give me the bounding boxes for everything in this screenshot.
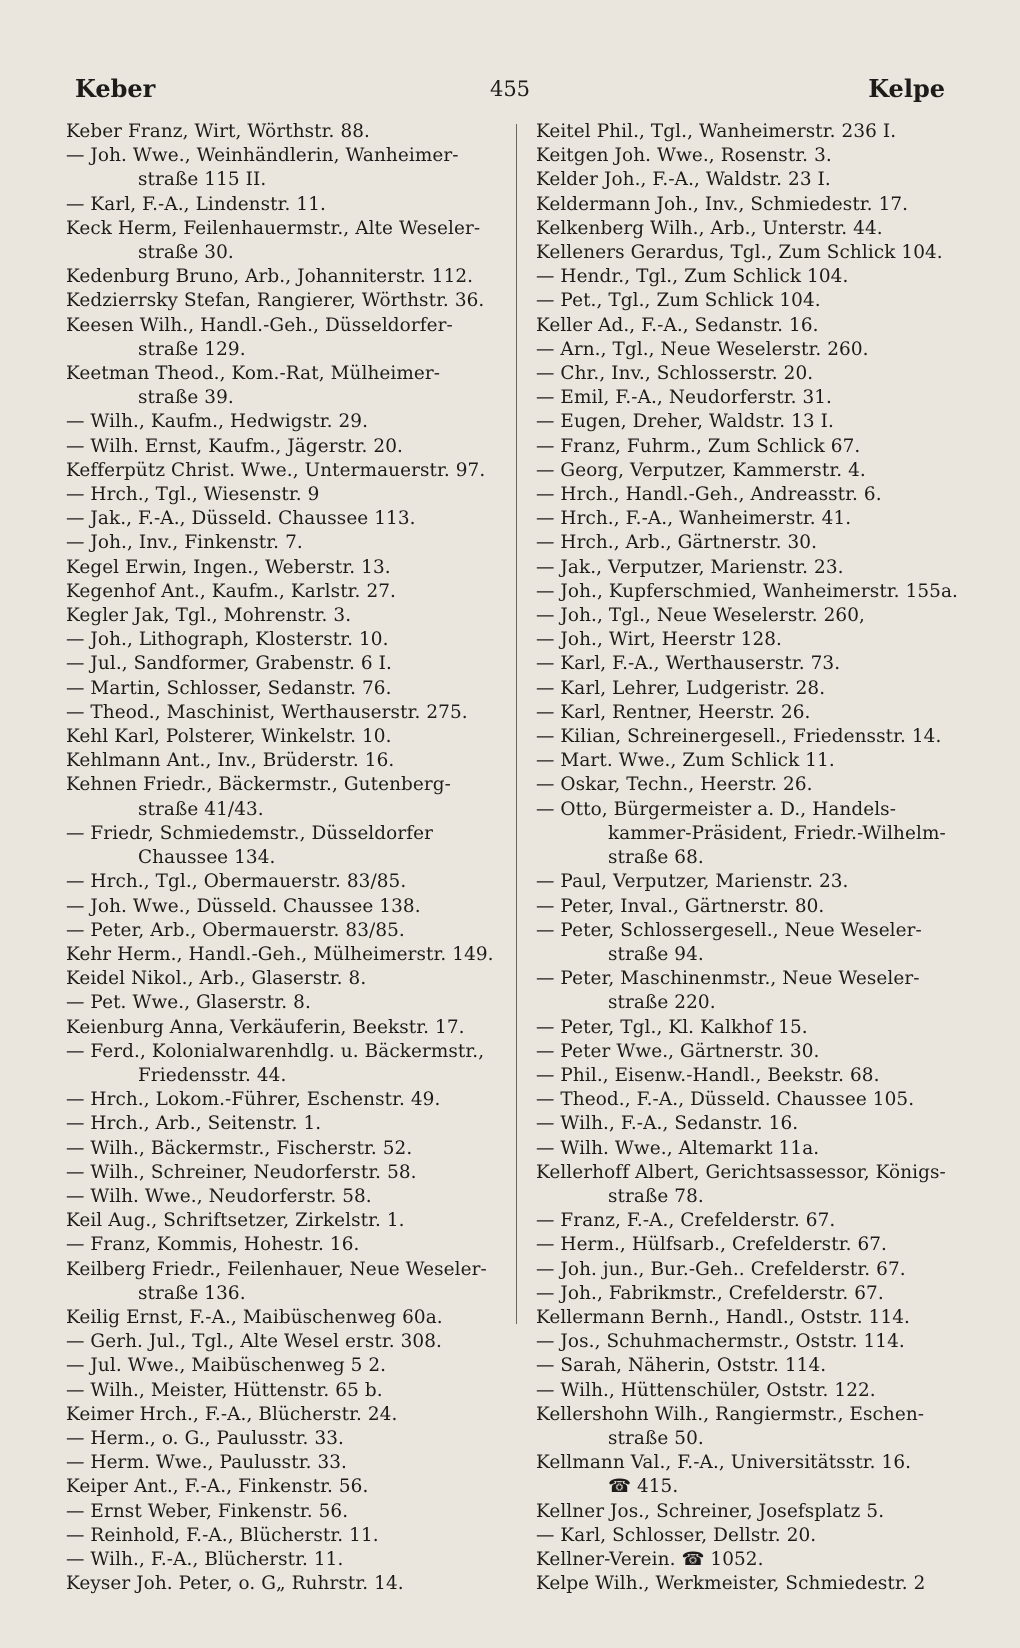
directory-entry: — Karl, Lehrer, Ludgeristr. 28. xyxy=(536,677,826,699)
header-right-keyword: Kelpe xyxy=(868,74,945,103)
directory-entry: — Wilh. Ernst, Kaufm., Jägerstr. 20. xyxy=(66,435,403,457)
directory-entry: Kelleners Gerardus, Tgl., Zum Schlick 104. xyxy=(536,242,943,264)
directory-entry: Kellner Jos., Schreiner, Josefsplatz 5. xyxy=(536,1500,885,1522)
directory-entry: — Eugen, Dreher, Waldstr. 13 I. xyxy=(536,411,834,433)
directory-entry: ☎ 415. xyxy=(608,1476,679,1498)
directory-entry: — Emil, F.-A., Neudorferstr. 31. xyxy=(536,387,833,409)
directory-entry: — Franz, Fuhrm., Zum Schlick 67. xyxy=(536,435,861,457)
directory-entry: — Gerh. Jul., Tgl., Alte Wesel erstr. 308. xyxy=(66,1331,442,1353)
directory-entry: — Hrch., Arb., Seitenstr. 1. xyxy=(66,1113,322,1135)
directory-entry: — Theod., Maschinist, Werthauserstr. 275. xyxy=(66,701,468,723)
directory-entry: — Karl, F.-A., Werthauserstr. 73. xyxy=(536,653,841,675)
directory-entry: Kegenhof Ant., Kaufm., Karlstr. 27. xyxy=(66,580,396,602)
directory-entry: — Wilh., Bäckermstr., Fischerstr. 52. xyxy=(66,1137,413,1159)
directory-entry: Kehl Karl, Polsterer, Winkelstr. 10. xyxy=(66,726,392,748)
directory-entry: Keetman Theod., Kom.-Rat, Mülheimer- xyxy=(66,363,441,385)
directory-entry: Keyser Joh. Peter, o. G„ Ruhrstr. 14. xyxy=(66,1573,404,1595)
directory-entry: — Peter, Inval., Gärtnerstr. 80. xyxy=(536,895,825,917)
directory-entry: Kellershohn Wilh., Rangiermstr., Eschen- xyxy=(536,1403,925,1425)
directory-entry: Kegel Erwin, Ingen., Weberstr. 13. xyxy=(66,556,391,578)
page-header xyxy=(70,70,950,110)
right-column xyxy=(536,120,966,1596)
directory-entry: kammer-Präsident, Friedr.-Wilhelm- xyxy=(608,822,946,844)
directory-entry: Keilberg Friedr., Feilenhauer, Neue Weseler- xyxy=(66,1258,487,1280)
directory-entry: Keesen Wilh., Handl.-Geh., Düsseldorfer- xyxy=(66,314,453,336)
directory-entry: — Mart. Wwe., Zum Schlick 11. xyxy=(536,750,835,772)
directory-entry: — Oskar, Techn., Heerstr. 26. xyxy=(536,774,813,796)
directory-entry: — Hrch., Tgl., Obermauerstr. 83/85. xyxy=(66,871,407,893)
directory-entry: — Sarah, Näherin, Oststr. 114. xyxy=(536,1355,827,1377)
directory-entry: — Herm., Hülfsarb., Crefelderstr. 67. xyxy=(536,1234,888,1256)
directory-entry: — Theod., F.-A., Düsseld. Chaussee 105. xyxy=(536,1089,915,1111)
directory-entry: straße 94. xyxy=(608,943,704,965)
directory-entry: Keitgen Joh. Wwe., Rosenstr. 3. xyxy=(536,145,832,167)
directory-entry: — Arn., Tgl., Neue Weselerstr. 260. xyxy=(536,338,869,360)
directory-entry: — Peter Wwe., Gärtnerstr. 30. xyxy=(536,1040,820,1062)
directory-entry: — Franz, Kommis, Hohestr. 16. xyxy=(66,1234,360,1256)
directory-entry: — Wilh., Meister, Hüttenstr. 65 b. xyxy=(66,1379,383,1401)
directory-entry: — Joh., Tgl., Neue Weselerstr. 260, xyxy=(536,605,865,627)
directory-entry: — Hendr., Tgl., Zum Schlick 104. xyxy=(536,266,849,288)
directory-entry: Kehlmann Ant., Inv., Brüderstr. 16. xyxy=(66,750,395,772)
directory-entry: — Peter, Maschinenmstr., Neue Weseler- xyxy=(536,968,920,990)
directory-entry: Kelder Joh., F.-A., Waldstr. 23 I. xyxy=(536,169,831,191)
directory-entry: straße 136. xyxy=(138,1282,246,1304)
directory-entry: — Joh. jun., Bur.-Geh.. Crefelderstr. 67. xyxy=(536,1258,906,1280)
directory-entry: — Ernst Weber, Finkenstr. 56. xyxy=(66,1500,349,1522)
directory-entry: — Phil., Eisenw.-Handl., Beekstr. 68. xyxy=(536,1064,880,1086)
directory-entry: straße 115 II. xyxy=(138,169,267,191)
directory-entry: — Peter, Arb., Obermauerstr. 83/85. xyxy=(66,919,405,941)
directory-entry: — Karl, Schlosser, Dellstr. 20. xyxy=(536,1524,817,1546)
directory-entry: straße 50. xyxy=(608,1427,704,1449)
directory-entry: — Jul., Sandformer, Grabenstr. 6 I. xyxy=(66,653,392,675)
directory-entry: Keimer Hrch., F.-A., Blücherstr. 24. xyxy=(66,1403,398,1425)
directory-entry: — Chr., Inv., Schlosserstr. 20. xyxy=(536,363,814,385)
directory-entry: Kehr Herm., Handl.-Geh., Mülheimerstr. 149. xyxy=(66,943,494,965)
directory-entry: — Jak., Verputzer, Marienstr. 23. xyxy=(536,556,844,578)
directory-entry: — Georg, Verputzer, Kammerstr. 4. xyxy=(536,459,866,481)
directory-entry: — Wilh., Hüttenschüler, Oststr. 122. xyxy=(536,1379,876,1401)
directory-entry: Keller Ad., F.-A., Sedanstr. 16. xyxy=(536,314,819,336)
left-column xyxy=(66,120,494,1596)
directory-entry: — Reinhold, F.-A., Blücherstr. 11. xyxy=(66,1524,379,1546)
directory-entry: Kefferpütz Christ. Wwe., Untermauerstr. 97. xyxy=(66,459,486,481)
directory-entry: — Wilh. Wwe., Neudorferstr. 58. xyxy=(66,1185,372,1207)
directory-entry: Keck Herm, Feilenhauermstr., Alte Weseler- xyxy=(66,217,481,239)
directory-entry: straße 41/43. xyxy=(138,798,264,820)
directory-entry: — Hrch., Lokom.-Führer, Eschenstr. 49. xyxy=(66,1089,441,1111)
directory-entry: — Pet., Tgl., Zum Schlick 104. xyxy=(536,290,821,312)
directory-entry: Friedensstr. 44. xyxy=(138,1064,287,1086)
directory-entry: — Paul, Verputzer, Marienstr. 23. xyxy=(536,871,849,893)
directory-entry: — Peter, Tgl., Kl. Kalkhof 15. xyxy=(536,1016,808,1038)
directory-entry: — Pet. Wwe., Glaserstr. 8. xyxy=(66,992,311,1014)
directory-entry: — Joh. Wwe., Düsseld. Chaussee 138. xyxy=(66,895,421,917)
directory-entry: — Wilh., Kaufm., Hedwigstr. 29. xyxy=(66,411,369,433)
directory-entry: Kedzierrsky Stefan, Rangierer, Wörthstr. 36. xyxy=(66,290,485,312)
directory-entry: Keienburg Anna, Verkäuferin, Beekstr. 17. xyxy=(66,1016,465,1038)
directory-entry: — Wilh., Schreiner, Neudorferstr. 58. xyxy=(66,1161,417,1183)
directory-entry: — Joh. Wwe., Weinhändlerin, Wanheimer- xyxy=(66,145,459,167)
directory-entry: — Joh., Inv., Finkenstr. 7. xyxy=(66,532,303,554)
directory-entry: — Kilian, Schreinergesell., Friedensstr. 14. xyxy=(536,726,942,748)
directory-entry: Kellermann Bernh., Handl., Oststr. 114. xyxy=(536,1306,911,1328)
directory-entry: Keiper Ant., F.-A., Finkenstr. 56. xyxy=(66,1476,369,1498)
directory-entry: Kellerhoff Albert, Gerichtsassessor, Königs- xyxy=(536,1161,946,1183)
directory-entry: — Martin, Schlosser, Sedanstr. 76. xyxy=(66,677,392,699)
directory-entry: Keitel Phil., Tgl., Wanheimerstr. 236 I. xyxy=(536,121,897,142)
directory-entry: — Wilh., F.-A., Blücherstr. 11. xyxy=(66,1548,344,1570)
directory-entry: — Jos., Schuhmachermstr., Oststr. 114. xyxy=(536,1331,905,1353)
directory-entry: — Wilh., F.-A., Sedanstr. 16. xyxy=(536,1113,799,1135)
directory-entry: Kehnen Friedr., Bäckermstr., Gutenberg- xyxy=(66,774,451,796)
directory-entry: straße 78. xyxy=(608,1185,704,1207)
header-left-keyword: Keber xyxy=(75,74,156,103)
directory-entry: — Joh., Fabrikmstr., Crefelderstr. 67. xyxy=(536,1282,884,1304)
directory-entry: Kelkenberg Wilh., Arb., Unterstr. 44. xyxy=(536,217,883,239)
directory-entry: Keldermann Joh., Inv., Schmiedestr. 17. xyxy=(536,193,909,215)
directory-entry: Kelpe Wilh., Werkmeister, Schmiedestr. 2 xyxy=(536,1573,926,1595)
directory-entry: — Karl, Rentner, Heerstr. 26. xyxy=(536,701,811,723)
directory-entry: — Jul. Wwe., Maibüschenweg 5 2. xyxy=(66,1355,387,1377)
directory-entry: Chaussee 134. xyxy=(138,847,276,869)
directory-entry: — Hrch., Arb., Gärtnerstr. 30. xyxy=(536,532,818,554)
directory-entry: Kellner-Verein. ☎ 1052. xyxy=(536,1548,764,1570)
directory-entry: — Herm., o. G., Paulusstr. 33. xyxy=(66,1427,344,1449)
directory-entry: Keber Franz, Wirt, Wörthstr. 88. xyxy=(66,121,370,142)
page-number: 455 xyxy=(489,77,531,101)
directory-entry: — Hrch., Handl.-Geh., Andreasstr. 6. xyxy=(536,484,882,506)
directory-entry: — Joh., Kupferschmied, Wanheimerstr. 155a. xyxy=(536,580,958,602)
directory-entry: — Karl, F.-A., Lindenstr. 11. xyxy=(66,193,326,215)
directory-entry: — Ferd., Kolonialwarenhdlg. u. Bäckermstr., xyxy=(66,1040,485,1062)
directory-entry: — Franz, F.-A., Crefelderstr. 67. xyxy=(536,1210,836,1232)
directory-entry: straße 30. xyxy=(138,242,234,264)
directory-entry: — Otto, Bürgermeister a. D., Handels- xyxy=(536,798,897,820)
directory-entry: straße 39. xyxy=(138,387,234,409)
directory-entry: — Hrch., Tgl., Wiesenstr. 9 xyxy=(66,484,320,506)
directory-entry: Kellmann Val., F.-A., Universitätsstr. 16. xyxy=(536,1452,912,1474)
directory-entry: — Hrch., F.-A., Wanheimerstr. 41. xyxy=(536,508,852,530)
directory-entry: Keil Aug., Schriftsetzer, Zirkelstr. 1. xyxy=(66,1210,405,1232)
directory-entry: Kegler Jak, Tgl., Mohrenstr. 3. xyxy=(66,605,352,627)
directory-entry: Keidel Nikol., Arb., Glaserstr. 8. xyxy=(66,968,367,990)
directory-entry: straße 129. xyxy=(138,338,246,360)
directory-entry: — Herm. Wwe., Paulusstr. 33. xyxy=(66,1452,348,1474)
directory-entry: — Joh., Wirt, Heerstr 128. xyxy=(536,629,783,651)
column-divider xyxy=(516,124,517,1324)
directory-entry: — Wilh. Wwe., Altemarkt 11a. xyxy=(536,1137,820,1159)
directory-entry: straße 68. xyxy=(608,847,704,869)
directory-entry: — Friedr, Schmiedemstr., Düsseldorfer xyxy=(66,822,434,844)
directory-entry: Kedenburg Bruno, Arb., Johanniterstr. 112. xyxy=(66,266,474,288)
directory-entry: straße 220. xyxy=(608,992,716,1014)
directory-entry: — Peter, Schlossergesell., Neue Weseler- xyxy=(536,919,922,941)
directory-entry: — Joh., Lithograph, Klosterstr. 10. xyxy=(66,629,389,651)
directory-entry: Keilig Ernst, F.-A., Maibüschenweg 60a. xyxy=(66,1306,443,1328)
directory-entry: — Jak., F.-A., Düsseld. Chaussee 113. xyxy=(66,508,416,530)
